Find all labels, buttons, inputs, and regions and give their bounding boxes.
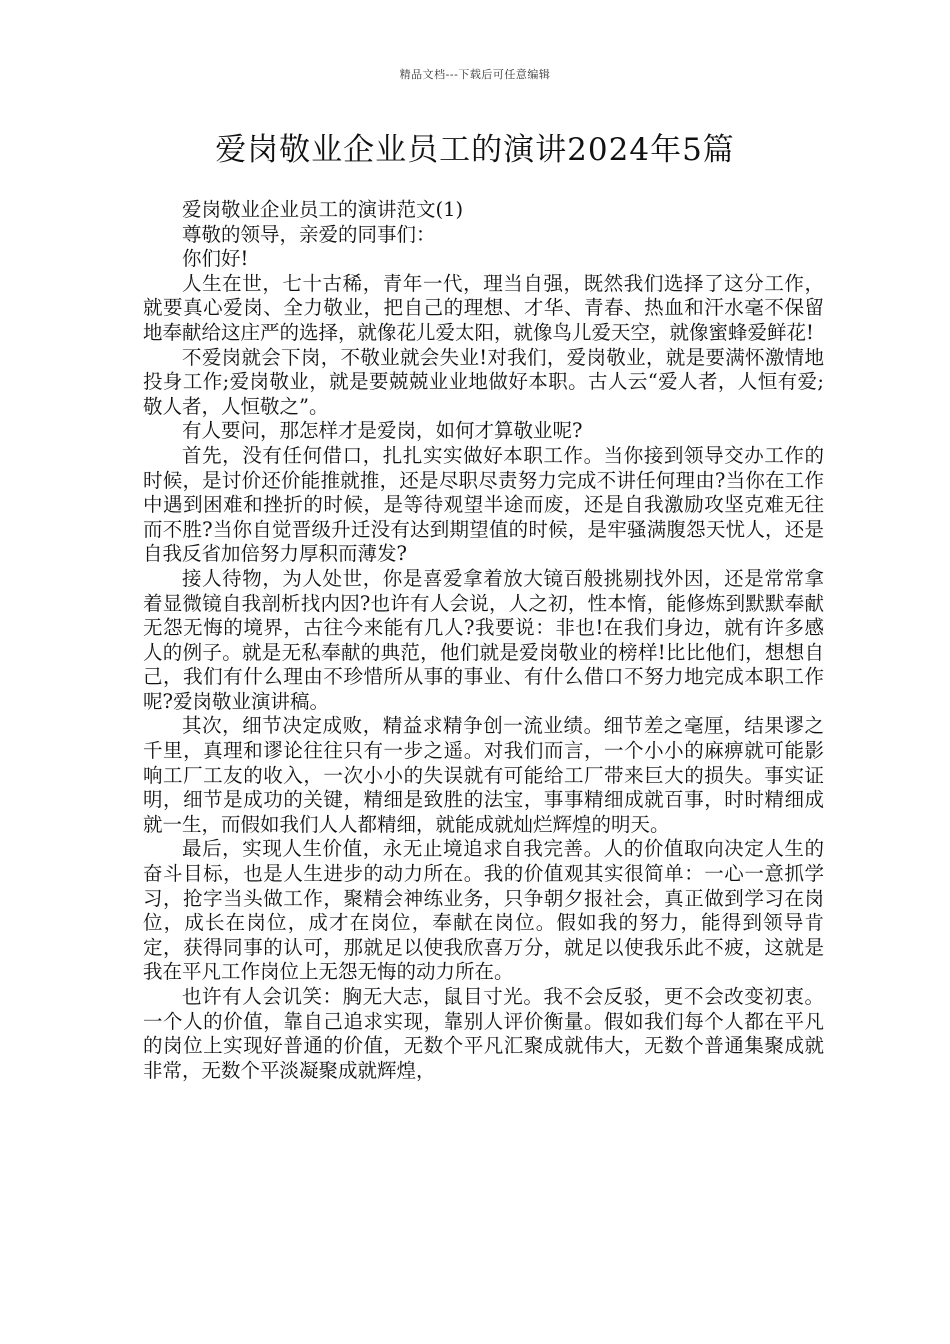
paragraph: 也许有人会讥笑：胸无大志，鼠目寸光。我不会反驳，更不会改变初衷。一个人的价值，靠自己追求实现，靠别人评价衡量。假如我们每个人都在平凡的岗位上实现好普通的价值，无数个平凡汇聚成就伟大，无数个普通集聚成就非常，无数个平淡凝聚成就辉煌，	[143, 985, 824, 1082]
paragraph: 有人要问，那怎样才是爱岗，如何才算敬业呢?	[182, 419, 583, 443]
paragraph: 其次，细节决定成败，精益求精争创一流业绩。细节差之毫厘，结果谬之千里，真理和谬论往往只有一步之遥。对我们而言，一个小小的麻痹就可能影响工厂工友的收入，一次小小的失误就有可能给工厂带来巨大的损失。事实证明，细节是成功的关键，精细是致胜的法宝，事事精细成就百事，时时精细成就一生，而假如我们人人都精细，就能成就灿烂辉煌的明天。	[143, 714, 824, 836]
paragraph: 首先，没有任何借口，扎扎实实做好本职工作。当你接到领导交办工作的时候，是讨价还价能推就推，还是尽职尽责努力完成不讲任何理由?当你在工作中遇到困难和挫折的时候，是等待观望半途而废，还是自我激励攻坚克难无往而不胜?当你自觉晋级升迁没有达到期望值的时候，是牢骚满腹怨天忧人，还是自我反省加倍努力厚积而薄发?	[143, 443, 824, 566]
header-note: 精品文档---下载后可任意编辑	[399, 68, 551, 81]
document-title: 爱岗敬业企业员工的演讲2024年5篇	[215, 132, 735, 168]
paragraph-salutation: 尊敬的领导，亲爱的同事们：	[182, 222, 436, 246]
paragraph-subtitle: 爱岗敬业企业员工的演讲范文(1)	[182, 198, 464, 221]
paragraph: 人生在世，七十古稀，青年一代，理当自强，既然我们选择了这分工作，就要真心爱岗、全力敬业，把自己的理想、才华、青春、热血和汗水毫不保留地奉献给这庄严的选择，就像花儿爱太阳，就像鸟儿爱天空，就像蜜蜂爱鲜花!	[143, 271, 824, 344]
paragraph: 不爱岗就会下岗，不敬业就会失业!对我们，爱岗敬业，就是要满怀激情地投身工作;爱岗敬业，就是要兢兢业业地做好本职。古人云“爱人者，人恒有爱;敬人者，人恒敬之”。	[143, 345, 824, 418]
paragraph: 接人待物，为人处世，你是喜爱拿着放大镜百般挑剔找外因，还是常常拿着显微镜自我剖析找内因?也许有人会说，人之初，性本惰，能修炼到默默奉献无怨无悔的境界，古往今来能有几人?我要说：非也!在我们身边，就有许多感人的例子。就是无私奉献的典范，他们就是爱岗敬业的榜样!比比他们，想想自己，我们有什么理由不珍惜所从事的事业、有什么借口不努力地完成本职工作呢?爱岗敬业演讲稿。	[143, 566, 824, 713]
document-body	[143, 198, 824, 1083]
paragraph: 最后，实现人生价值，永无止境追求自我完善。人的价值取向决定人生的奋斗目标，也是人生进步的动力所在。我的价值观其实很简单：一心一意抓学习，抢字当头做工作，聚精会神练业务，只争朝夕报社会，真正做到学习在岗位，成长在岗位，成才在岗位，奉献在岗位。假如我的努力，能得到领导肯定，获得同事的认可，那就足以使我欣喜万分，就足以使我乐此不疲，这就是我在平凡工作岗位上无怨无悔的动力所在。	[143, 837, 824, 984]
paragraph-greeting: 你们好!	[182, 247, 249, 271]
